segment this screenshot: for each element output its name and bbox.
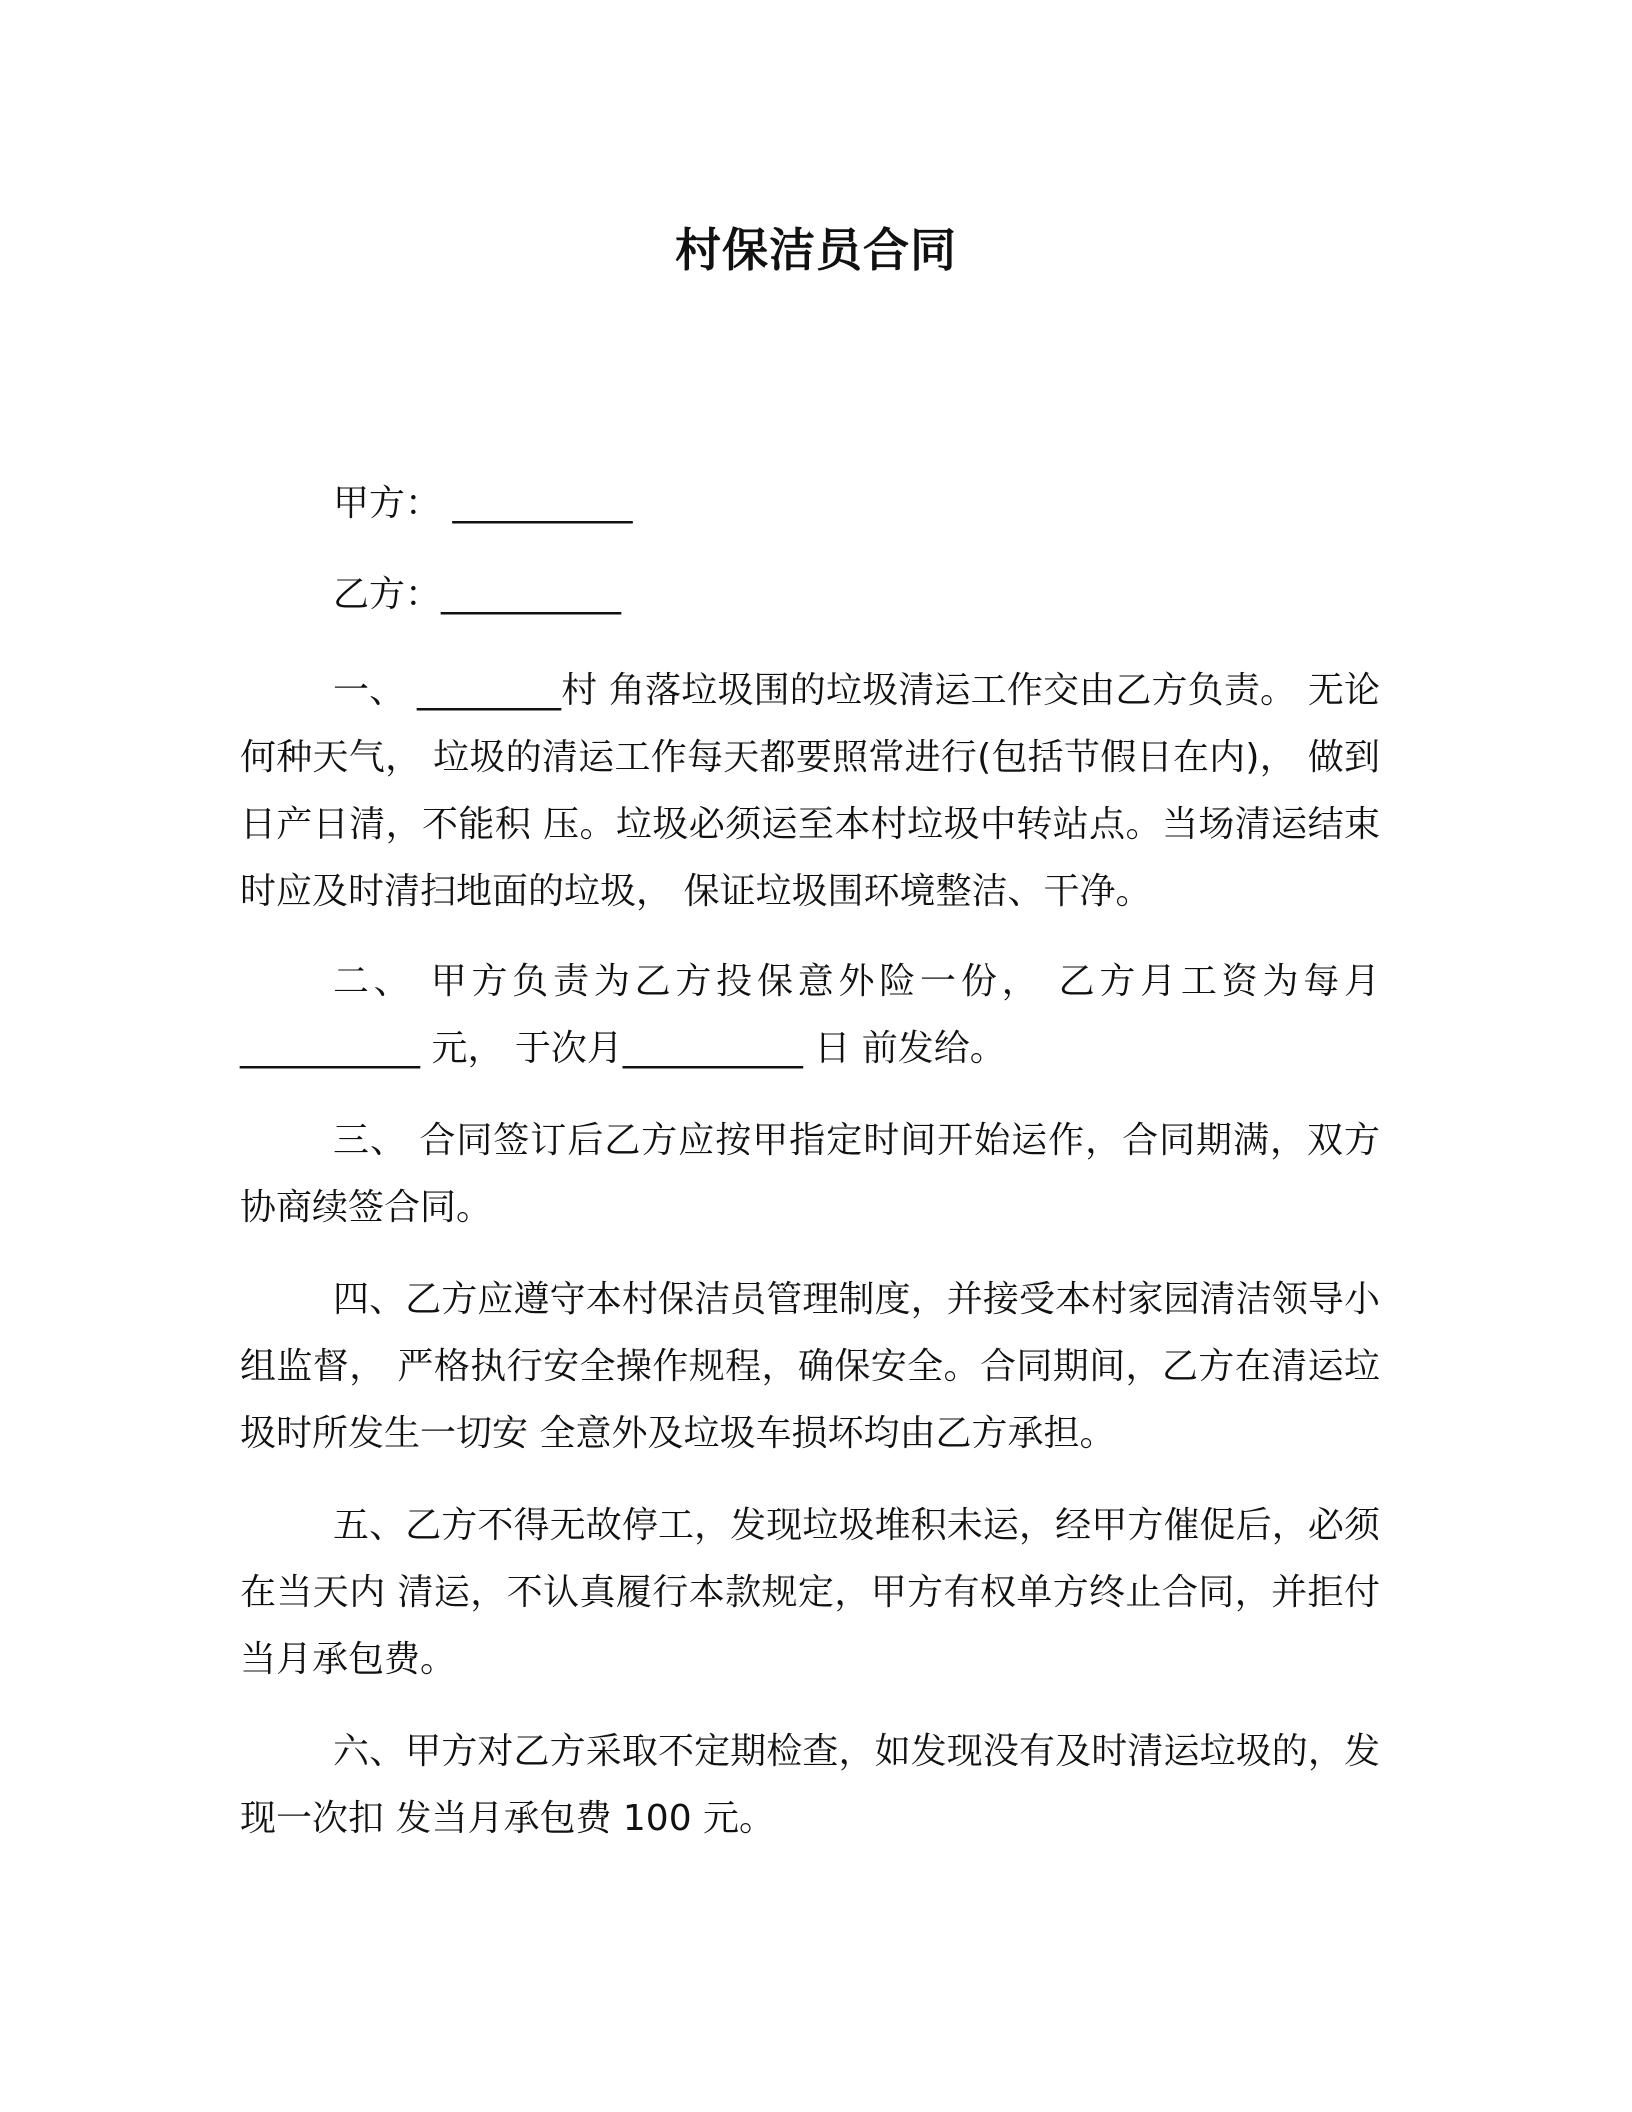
clause-3: 三、 合同签订后乙方应按甲指定时间开始运作，合同期满，双方协商续签合同。 xyxy=(240,1120,1380,1228)
party-b-line: 乙方：__________ xyxy=(333,574,622,615)
clause-6: 六、甲方对乙方采取不定期检查，如发现没有及时清运垃圾的，发现一次扣 发当月承包费 100 元。 xyxy=(240,1731,1380,1839)
clause-1: 一、 ________村 角落垃圾围的垃圾清运工作交由乙方负责。 无论何种天气， 垃圾的清运工作每天都要照常进行(包括节假日在内)， 做到日产日清，不能积 压。垃圾必须运至本村垃圾中转站点。当场清运结束时应及时清扫地面的垃圾， 保证垃圾围环境整洁、干净。 xyxy=(240,670,1380,912)
document-title: 村保洁员合同 xyxy=(675,223,957,277)
clause-2: 二、 甲方负责为乙方投保意外险一份， 乙方月工资为每月__________ 元， 于次月__________ 日 前发给。 xyxy=(240,961,1380,1069)
party-a-line: 甲方： __________ xyxy=(333,483,633,524)
clause-5: 五、乙方不得无故停工，发现垃圾堆积未运，经甲方催促后，必须在当天内 清运，不认真履行本款规定，甲方有权单方终止合同，并拒付当月承包费。 xyxy=(240,1505,1380,1680)
clause-4: 四、乙方应遵守本村保洁员管理制度，并接受本村家园清洁领导小组监督， 严格执行安全操作规程，确保安全。合同期间，乙方在清运垃圾时所发生一切安 全意外及垃圾车损坏均由乙方承担。 xyxy=(240,1279,1380,1454)
